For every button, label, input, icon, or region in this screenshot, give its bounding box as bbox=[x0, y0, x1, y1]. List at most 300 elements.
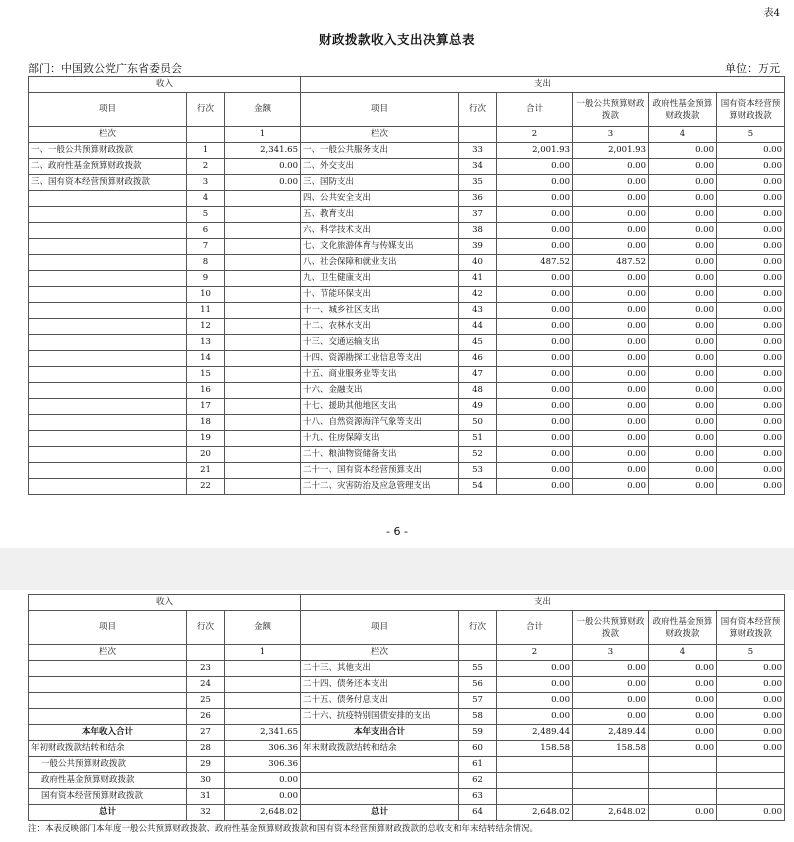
expense-item: 六、科学技术支出 bbox=[301, 223, 459, 239]
state-capital-amount: 0.00 bbox=[717, 805, 785, 821]
income-amount-header: 金额 bbox=[225, 611, 301, 645]
income-item bbox=[29, 463, 187, 479]
income-item bbox=[29, 661, 187, 677]
state-capital-amount: 0.00 bbox=[717, 693, 785, 709]
income-amount bbox=[225, 463, 301, 479]
gov-fund-header: 政府性基金预算财政拨款 bbox=[649, 611, 717, 645]
expense-item: 总计 bbox=[301, 805, 459, 821]
expense-item: 二十六、抗疫特别国债安排的支出 bbox=[301, 709, 459, 725]
table-row bbox=[29, 677, 785, 693]
state-capital-amount: 0.00 bbox=[717, 271, 785, 287]
gov-fund-amount: 0.00 bbox=[649, 725, 717, 741]
expense-rowno-header: 行次 bbox=[459, 93, 497, 127]
expense-row-number: 48 bbox=[459, 383, 497, 399]
gov-fund-amount: 0.00 bbox=[649, 709, 717, 725]
table-row bbox=[29, 399, 785, 415]
state-capital-amount: 0.00 bbox=[717, 431, 785, 447]
income-row-number: 12 bbox=[187, 319, 225, 335]
income-item bbox=[29, 271, 187, 287]
income-item bbox=[29, 693, 187, 709]
gov-fund-amount bbox=[649, 789, 717, 805]
state-capital-amount: 0.00 bbox=[717, 741, 785, 757]
income-row-number: 28 bbox=[187, 741, 225, 757]
expense-row-number: 64 bbox=[459, 805, 497, 821]
general-budget-amount: 2,648.02 bbox=[573, 805, 649, 821]
gov-fund-amount: 0.00 bbox=[649, 303, 717, 319]
gov-fund-amount: 0.00 bbox=[649, 255, 717, 271]
general-budget-amount: 0.00 bbox=[573, 351, 649, 367]
expense-total: 158.58 bbox=[497, 741, 573, 757]
state-capital-amount: 0.00 bbox=[717, 335, 785, 351]
income-item bbox=[29, 287, 187, 303]
income-row-number: 30 bbox=[187, 773, 225, 789]
general-budget-amount: 487.52 bbox=[573, 255, 649, 271]
expense-row-number: 56 bbox=[459, 677, 497, 693]
income-amount bbox=[225, 287, 301, 303]
empty-cell bbox=[459, 645, 497, 661]
col-5: 5 bbox=[717, 127, 785, 143]
expense-total: 0.00 bbox=[497, 367, 573, 383]
general-budget-amount: 0.00 bbox=[573, 191, 649, 207]
page-gap bbox=[0, 548, 794, 590]
expense-total: 0.00 bbox=[497, 175, 573, 191]
expense-item: 十七、援助其他地区支出 bbox=[301, 399, 459, 415]
expense-row-number: 34 bbox=[459, 159, 497, 175]
header-row-section bbox=[29, 77, 785, 93]
expense-item: 一、一般公共服务支出 bbox=[301, 143, 459, 159]
expense-item: 三、国防支出 bbox=[301, 175, 459, 191]
expense-item: 年末财政拨款结转和结余 bbox=[301, 741, 459, 757]
general-budget-amount: 0.00 bbox=[573, 319, 649, 335]
expense-total: 0.00 bbox=[497, 191, 573, 207]
income-row-number: 3 bbox=[187, 175, 225, 191]
income-row-number: 32 bbox=[187, 805, 225, 821]
table-row bbox=[29, 709, 785, 725]
income-item bbox=[29, 479, 187, 495]
expense-item: 十六、金融支出 bbox=[301, 383, 459, 399]
income-col-label: 栏次 bbox=[29, 127, 187, 143]
income-row-number: 16 bbox=[187, 383, 225, 399]
expense-total: 0.00 bbox=[497, 447, 573, 463]
income-row-number: 13 bbox=[187, 335, 225, 351]
expense-row-number: 58 bbox=[459, 709, 497, 725]
state-capital-amount: 0.00 bbox=[717, 239, 785, 255]
state-capital-amount: 0.00 bbox=[717, 367, 785, 383]
income-amount bbox=[225, 239, 301, 255]
header-row-section bbox=[29, 595, 785, 611]
state-capital-amount: 0.00 bbox=[717, 383, 785, 399]
expense-row-number: 60 bbox=[459, 741, 497, 757]
general-budget-amount: 0.00 bbox=[573, 661, 649, 677]
general-budget-amount: 0.00 bbox=[573, 159, 649, 175]
income-amount: 2,341.65 bbox=[225, 143, 301, 159]
income-row-number: 1 bbox=[187, 143, 225, 159]
income-item bbox=[29, 351, 187, 367]
income-row-number: 8 bbox=[187, 255, 225, 271]
income-row-number: 4 bbox=[187, 191, 225, 207]
expense-row-number: 59 bbox=[459, 725, 497, 741]
table-row bbox=[29, 335, 785, 351]
income-amount bbox=[225, 335, 301, 351]
expense-row-number: 46 bbox=[459, 351, 497, 367]
general-budget-header: 一般公共预算财政拨款 bbox=[573, 611, 649, 645]
gov-fund-amount: 0.00 bbox=[649, 159, 717, 175]
expense-item-header: 项目 bbox=[301, 93, 459, 127]
income-col-label: 栏次 bbox=[29, 645, 187, 661]
table-row bbox=[29, 693, 785, 709]
expense-row-number: 51 bbox=[459, 431, 497, 447]
expense-total: 0.00 bbox=[497, 709, 573, 725]
income-amount: 2,648.02 bbox=[225, 805, 301, 821]
state-capital-amount: 0.00 bbox=[717, 319, 785, 335]
income-row-number: 23 bbox=[187, 661, 225, 677]
income-amount bbox=[225, 415, 301, 431]
gov-fund-amount: 0.00 bbox=[649, 431, 717, 447]
gov-fund-amount: 0.00 bbox=[649, 693, 717, 709]
expense-total: 0.00 bbox=[497, 335, 573, 351]
gov-fund-amount: 0.00 bbox=[649, 399, 717, 415]
general-budget-amount: 0.00 bbox=[573, 367, 649, 383]
fiscal-summary-table-part2 bbox=[28, 594, 785, 821]
income-item bbox=[29, 367, 187, 383]
expense-total: 0.00 bbox=[497, 223, 573, 239]
expense-row-number: 33 bbox=[459, 143, 497, 159]
general-budget-amount: 0.00 bbox=[573, 175, 649, 191]
expense-row-number: 57 bbox=[459, 693, 497, 709]
state-capital-amount bbox=[717, 757, 785, 773]
income-rowno-header: 行次 bbox=[187, 93, 225, 127]
expense-row-number: 43 bbox=[459, 303, 497, 319]
gov-fund-amount: 0.00 bbox=[649, 207, 717, 223]
state-capital-amount bbox=[717, 789, 785, 805]
state-capital-amount: 0.00 bbox=[717, 255, 785, 271]
income-item: 一、一般公共预算财政拨款 bbox=[29, 143, 187, 159]
table-row bbox=[29, 207, 785, 223]
table-row bbox=[29, 757, 785, 773]
expense-row-number: 41 bbox=[459, 271, 497, 287]
income-item bbox=[29, 255, 187, 271]
department-label: 部门：中国致公党广东省委员会 bbox=[28, 62, 182, 75]
expense-item: 二十三、其他支出 bbox=[301, 661, 459, 677]
expense-row-number: 37 bbox=[459, 207, 497, 223]
unit-label: 单位：万元 bbox=[725, 62, 780, 75]
income-amount bbox=[225, 709, 301, 725]
income-header: 收入 bbox=[29, 77, 301, 93]
expense-total: 0.00 bbox=[497, 239, 573, 255]
income-amount bbox=[225, 399, 301, 415]
expense-col-label: 栏次 bbox=[301, 645, 459, 661]
col-4: 4 bbox=[649, 645, 717, 661]
col-3: 3 bbox=[573, 645, 649, 661]
income-row-number: 31 bbox=[187, 789, 225, 805]
total-header: 合计 bbox=[497, 93, 573, 127]
general-budget-amount: 0.00 bbox=[573, 693, 649, 709]
empty-cell bbox=[187, 127, 225, 143]
state-capital-amount bbox=[717, 773, 785, 789]
col-2: 2 bbox=[497, 127, 573, 143]
income-amount bbox=[225, 447, 301, 463]
expense-item bbox=[301, 757, 459, 773]
income-item bbox=[29, 447, 187, 463]
general-budget-amount: 0.00 bbox=[573, 335, 649, 351]
table-row bbox=[29, 805, 785, 821]
expense-item: 八、社会保障和就业支出 bbox=[301, 255, 459, 271]
income-item bbox=[29, 383, 187, 399]
state-capital-amount: 0.00 bbox=[717, 175, 785, 191]
income-row-number: 20 bbox=[187, 447, 225, 463]
general-budget-amount: 0.00 bbox=[573, 479, 649, 495]
income-row-number: 17 bbox=[187, 399, 225, 415]
expense-row-number: 61 bbox=[459, 757, 497, 773]
income-row-number: 25 bbox=[187, 693, 225, 709]
expense-row-number: 62 bbox=[459, 773, 497, 789]
income-item-header: 项目 bbox=[29, 93, 187, 127]
table-row bbox=[29, 255, 785, 271]
income-row-number: 5 bbox=[187, 207, 225, 223]
expense-item: 十九、住房保障支出 bbox=[301, 431, 459, 447]
table-note: 注：本表反映部门本年度一般公共预算财政拨款、政府性基金预算财政拨款和国有资本经营预算财政拨款的总收支和年末结转结余情况。 bbox=[28, 824, 539, 834]
income-item bbox=[29, 239, 187, 255]
state-capital-amount: 0.00 bbox=[717, 447, 785, 463]
state-capital-amount: 0.00 bbox=[717, 351, 785, 367]
gov-fund-amount: 0.00 bbox=[649, 191, 717, 207]
expense-total: 0.00 bbox=[497, 415, 573, 431]
table-row bbox=[29, 447, 785, 463]
gov-fund-amount: 0.00 bbox=[649, 143, 717, 159]
income-item: 二、政府性基金预算财政拨款 bbox=[29, 159, 187, 175]
expense-item: 二十五、债务付息支出 bbox=[301, 693, 459, 709]
expense-row-number: 50 bbox=[459, 415, 497, 431]
col-4: 4 bbox=[649, 127, 717, 143]
expense-total: 0.00 bbox=[497, 677, 573, 693]
expense-item: 十四、资源勘探工业信息等支出 bbox=[301, 351, 459, 367]
expense-row-number: 44 bbox=[459, 319, 497, 335]
expense-total: 0.00 bbox=[497, 693, 573, 709]
expense-total: 0.00 bbox=[497, 159, 573, 175]
expense-item: 二十二、灾害防治及应急管理支出 bbox=[301, 479, 459, 495]
expense-item: 七、文化旅游体育与传媒支出 bbox=[301, 239, 459, 255]
income-row-number: 14 bbox=[187, 351, 225, 367]
expense-row-number: 39 bbox=[459, 239, 497, 255]
income-amount bbox=[225, 383, 301, 399]
income-row-number: 7 bbox=[187, 239, 225, 255]
expense-total: 0.00 bbox=[497, 207, 573, 223]
income-item bbox=[29, 709, 187, 725]
income-amount: 306.36 bbox=[225, 757, 301, 773]
expense-item: 二十四、债务还本支出 bbox=[301, 677, 459, 693]
gov-fund-amount: 0.00 bbox=[649, 415, 717, 431]
expense-item: 十二、农林水支出 bbox=[301, 319, 459, 335]
general-budget-amount bbox=[573, 789, 649, 805]
table-row bbox=[29, 479, 785, 495]
col-1: 1 bbox=[225, 645, 301, 661]
income-amount: 0.00 bbox=[225, 773, 301, 789]
expense-total: 2,489.44 bbox=[497, 725, 573, 741]
gov-fund-amount: 0.00 bbox=[649, 479, 717, 495]
income-row-number: 19 bbox=[187, 431, 225, 447]
empty-cell bbox=[187, 645, 225, 661]
general-budget-amount: 0.00 bbox=[573, 303, 649, 319]
expense-item: 四、公共安全支出 bbox=[301, 191, 459, 207]
general-budget-amount: 0.00 bbox=[573, 383, 649, 399]
general-budget-amount bbox=[573, 757, 649, 773]
income-row-number: 11 bbox=[187, 303, 225, 319]
gov-fund-amount: 0.00 bbox=[649, 351, 717, 367]
table-row bbox=[29, 773, 785, 789]
table-row bbox=[29, 303, 785, 319]
income-item bbox=[29, 207, 187, 223]
state-capital-header: 国有资本经营预算财政拨款 bbox=[717, 93, 785, 127]
general-budget-header: 一般公共预算财政拨款 bbox=[573, 93, 649, 127]
state-capital-amount: 0.00 bbox=[717, 725, 785, 741]
income-item: 国有资本经营预算财政拨款 bbox=[29, 789, 187, 805]
header-row-colnums bbox=[29, 127, 785, 143]
general-budget-amount: 0.00 bbox=[573, 271, 649, 287]
table-row bbox=[29, 431, 785, 447]
expense-item bbox=[301, 789, 459, 805]
table-row bbox=[29, 351, 785, 367]
income-row-number: 6 bbox=[187, 223, 225, 239]
expense-header: 支出 bbox=[301, 595, 785, 611]
income-item: 三、国有资本经营预算财政拨款 bbox=[29, 175, 187, 191]
table-row bbox=[29, 223, 785, 239]
col-1: 1 bbox=[225, 127, 301, 143]
state-capital-amount: 0.00 bbox=[717, 399, 785, 415]
gov-fund-amount: 0.00 bbox=[649, 287, 717, 303]
income-row-number: 15 bbox=[187, 367, 225, 383]
income-amount: 2,341.65 bbox=[225, 725, 301, 741]
income-header: 收入 bbox=[29, 595, 301, 611]
table-row bbox=[29, 463, 785, 479]
gov-fund-amount: 0.00 bbox=[649, 383, 717, 399]
general-budget-amount: 0.00 bbox=[573, 677, 649, 693]
income-item: 政府性基金预算财政拨款 bbox=[29, 773, 187, 789]
general-budget-amount: 0.00 bbox=[573, 463, 649, 479]
income-amount bbox=[225, 693, 301, 709]
expense-item: 本年支出合计 bbox=[301, 725, 459, 741]
general-budget-amount: 0.00 bbox=[573, 223, 649, 239]
gov-fund-amount: 0.00 bbox=[649, 223, 717, 239]
income-amount bbox=[225, 677, 301, 693]
table-number: 表4 bbox=[763, 8, 780, 19]
expense-item: 十五、商业服务业等支出 bbox=[301, 367, 459, 383]
header-row-colnums bbox=[29, 645, 785, 661]
expense-total: 2,648.02 bbox=[497, 805, 573, 821]
gov-fund-amount: 0.00 bbox=[649, 677, 717, 693]
income-item: 一般公共预算财政拨款 bbox=[29, 757, 187, 773]
expense-row-number: 49 bbox=[459, 399, 497, 415]
table-row bbox=[29, 175, 785, 191]
state-capital-amount: 0.00 bbox=[717, 709, 785, 725]
income-amount bbox=[225, 319, 301, 335]
gov-fund-amount: 0.00 bbox=[649, 805, 717, 821]
gov-fund-amount: 0.00 bbox=[649, 367, 717, 383]
general-budget-amount: 0.00 bbox=[573, 399, 649, 415]
general-budget-amount bbox=[573, 773, 649, 789]
income-row-number: 21 bbox=[187, 463, 225, 479]
income-row-number: 10 bbox=[187, 287, 225, 303]
table-row bbox=[29, 383, 785, 399]
expense-total: 487.52 bbox=[497, 255, 573, 271]
general-budget-amount: 0.00 bbox=[573, 207, 649, 223]
expense-row-number: 53 bbox=[459, 463, 497, 479]
col-2: 2 bbox=[497, 645, 573, 661]
gov-fund-amount bbox=[649, 773, 717, 789]
expense-total: 0.00 bbox=[497, 287, 573, 303]
expense-total bbox=[497, 773, 573, 789]
expense-item: 十、节能环保支出 bbox=[301, 287, 459, 303]
table-row bbox=[29, 191, 785, 207]
income-item bbox=[29, 677, 187, 693]
expense-item: 二、外交支出 bbox=[301, 159, 459, 175]
gov-fund-amount: 0.00 bbox=[649, 741, 717, 757]
income-amount: 0.00 bbox=[225, 159, 301, 175]
income-amount: 306.36 bbox=[225, 741, 301, 757]
expense-row-number: 40 bbox=[459, 255, 497, 271]
gov-fund-amount: 0.00 bbox=[649, 239, 717, 255]
expense-item: 九、卫生健康支出 bbox=[301, 271, 459, 287]
income-row-number: 26 bbox=[187, 709, 225, 725]
table-row bbox=[29, 661, 785, 677]
income-amount bbox=[225, 207, 301, 223]
expense-total: 0.00 bbox=[497, 351, 573, 367]
income-amount bbox=[225, 303, 301, 319]
general-budget-amount: 2,489.44 bbox=[573, 725, 649, 741]
income-amount-header: 金额 bbox=[225, 93, 301, 127]
expense-total: 0.00 bbox=[497, 479, 573, 495]
income-item: 年初财政拨款结转和结余 bbox=[29, 741, 187, 757]
expense-total: 2,001.93 bbox=[497, 143, 573, 159]
expense-item-header: 项目 bbox=[301, 611, 459, 645]
col-5: 5 bbox=[717, 645, 785, 661]
table-row bbox=[29, 319, 785, 335]
expense-total: 0.00 bbox=[497, 303, 573, 319]
empty-cell bbox=[459, 127, 497, 143]
header-row-columns bbox=[29, 93, 785, 127]
expense-row-number: 38 bbox=[459, 223, 497, 239]
income-item-header: 项目 bbox=[29, 611, 187, 645]
col-3: 3 bbox=[573, 127, 649, 143]
state-capital-amount: 0.00 bbox=[717, 143, 785, 159]
income-row-number: 9 bbox=[187, 271, 225, 287]
expense-total: 0.00 bbox=[497, 319, 573, 335]
expense-row-number: 52 bbox=[459, 447, 497, 463]
table-row bbox=[29, 741, 785, 757]
income-amount bbox=[225, 479, 301, 495]
income-amount bbox=[225, 191, 301, 207]
state-capital-amount: 0.00 bbox=[717, 223, 785, 239]
income-rowno-header: 行次 bbox=[187, 611, 225, 645]
header-row-columns bbox=[29, 611, 785, 645]
gov-fund-amount: 0.00 bbox=[649, 447, 717, 463]
expense-item: 十一、城乡社区支出 bbox=[301, 303, 459, 319]
state-capital-amount: 0.00 bbox=[717, 479, 785, 495]
expense-row-number: 55 bbox=[459, 661, 497, 677]
income-amount: 0.00 bbox=[225, 175, 301, 191]
income-amount bbox=[225, 255, 301, 271]
income-item bbox=[29, 191, 187, 207]
table-row bbox=[29, 287, 785, 303]
table-row bbox=[29, 143, 785, 159]
page-title: 财政拨款收入支出决算总表 bbox=[318, 32, 475, 47]
income-amount bbox=[225, 223, 301, 239]
expense-item: 十三、交通运输支出 bbox=[301, 335, 459, 351]
income-item bbox=[29, 415, 187, 431]
income-row-number: 2 bbox=[187, 159, 225, 175]
general-budget-amount: 0.00 bbox=[573, 709, 649, 725]
income-item bbox=[29, 335, 187, 351]
state-capital-amount: 0.00 bbox=[717, 303, 785, 319]
